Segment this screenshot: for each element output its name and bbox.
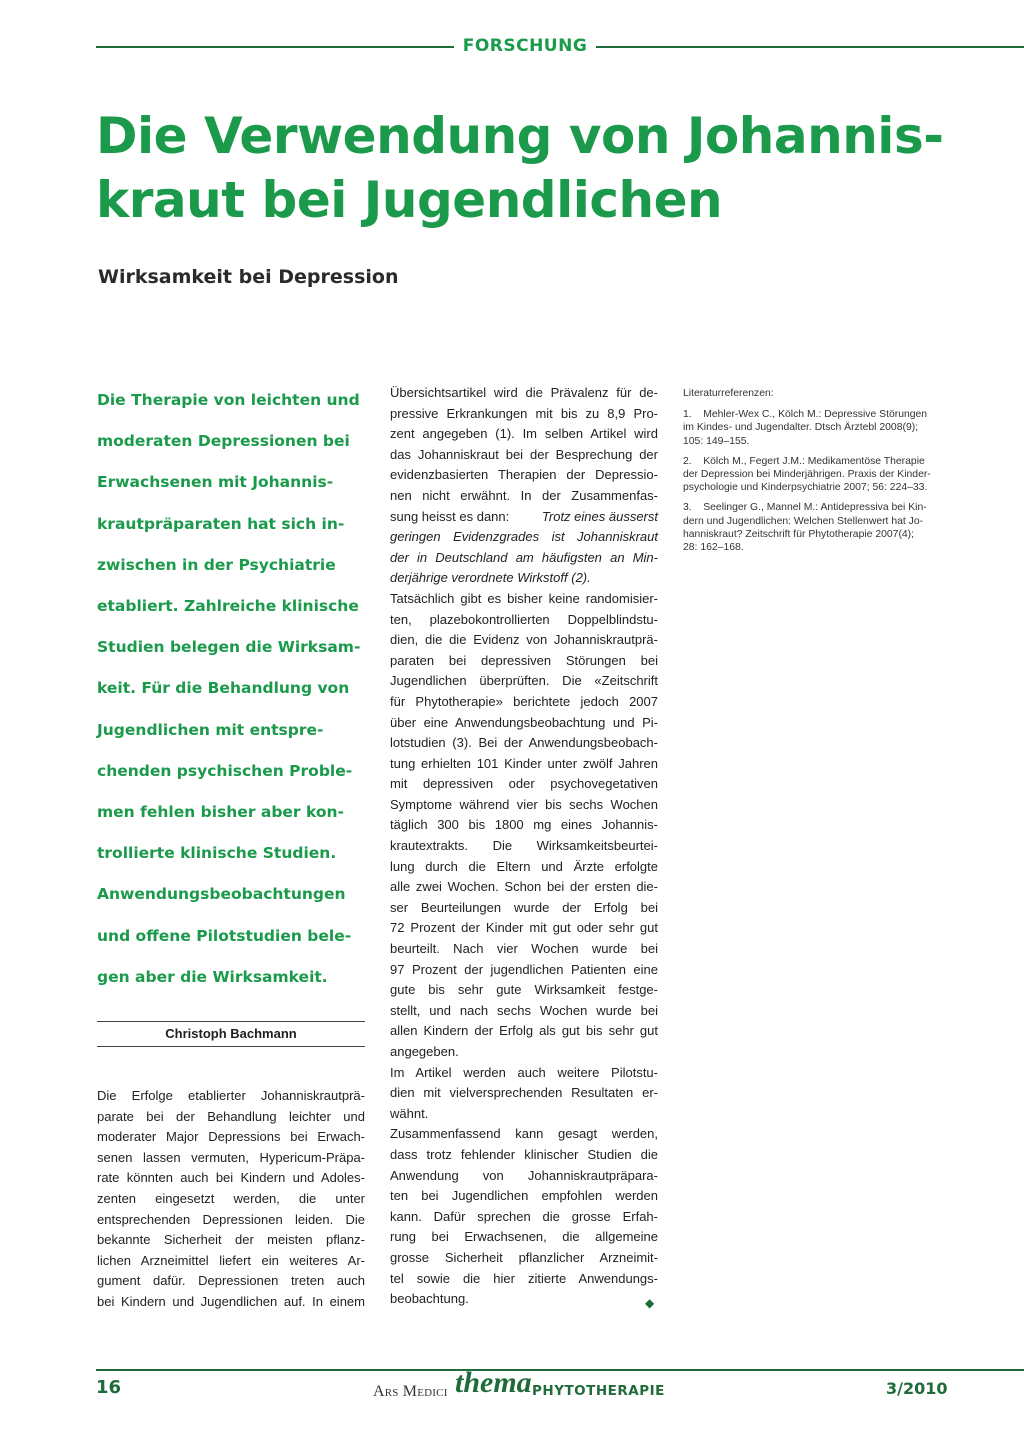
body-line: über eine Anwendungsbeobachtung und Pi- bbox=[390, 714, 658, 730]
quote-line bbox=[390, 568, 658, 589]
body-line: bekannte Sicherheit der meisten pflanz- bbox=[97, 1232, 365, 1248]
body-line: zenten eingesetzt werden, die unter bbox=[97, 1190, 365, 1206]
lead-line: chenden psychischen Proble- bbox=[97, 761, 353, 780]
body-line: tel sowie die hier zitierte Anwendungs- bbox=[390, 1270, 658, 1286]
reference-line: 3. Seelinger G., Mannel M.: Antidepressiva bei Kin- bbox=[683, 502, 927, 514]
quote-line bbox=[390, 548, 658, 569]
body-line: lichen Arzneimittel liefert ein weiteres Ar- bbox=[97, 1252, 365, 1268]
lead-line: Erwachsenen mit Johannis- bbox=[97, 473, 334, 492]
body-line: kann. Dafür sprechen die grosse Erfah- bbox=[390, 1208, 658, 1224]
end-of-article-mark: ◆ bbox=[645, 1296, 655, 1310]
body-line: senen lassen vermuten, Hypericum-Präpa- bbox=[97, 1149, 365, 1165]
footer-rule bbox=[96, 1369, 1024, 1371]
lead-line: Jugendlichen mit entspre- bbox=[97, 720, 324, 739]
body-line: gute bis sehr gute Wirksamkeit festge- bbox=[390, 982, 658, 998]
body-line: Anwendung von Johanniskrautpräpara- bbox=[390, 1167, 658, 1183]
body-line: stellt, und nach sechs Wochen wurde bei bbox=[390, 1002, 658, 1018]
body-line: Symptome während vier bis sechs Wochen bbox=[390, 796, 658, 812]
lead-line: krautpräparaten hat sich in- bbox=[97, 514, 345, 533]
quote-text: derjährige verordnete Wirkstoff (2). bbox=[390, 570, 591, 586]
reference-line: psychologie und Kinderpsychiatrie 2007; 56: 224–33. bbox=[683, 482, 928, 494]
body-line: 97 Prozent der jugendlichen Patienten eine bbox=[390, 961, 658, 977]
body-line: alle zwei Wochen. Schon bei der ersten die- bbox=[390, 879, 658, 895]
body-line-mixed bbox=[390, 507, 658, 528]
lead-line: etabliert. Zahlreiche klinische bbox=[97, 597, 359, 616]
reference-line: 105: 149–155. bbox=[683, 435, 750, 447]
issue-number: 3/2010 bbox=[886, 1379, 948, 1398]
body-column-middle bbox=[390, 383, 658, 1310]
reference-line: im Kindes- und Jugendalter. Dtsch Ärztebl 2008(9); bbox=[683, 422, 919, 434]
body-line: entsprechenden Depressionen leiden. Die bbox=[97, 1211, 365, 1227]
body-line: paraten bei depressiven Störungen bei bbox=[390, 652, 658, 668]
body-line-fragment: sung heisst es dann: bbox=[390, 508, 513, 524]
reference-item bbox=[683, 501, 951, 554]
title-line: kraut bei Jugendlichen bbox=[96, 171, 723, 229]
quote-text: der in Deutschland am häufigsten an Min- bbox=[390, 549, 658, 565]
body-line: das Johanniskraut bei der Besprechung der bbox=[390, 446, 658, 462]
body-line: moderater Major Depressions bei Erwach- bbox=[97, 1129, 365, 1145]
reference-line: dern und Jugendlichen: Welchen Stellenwert hat Jo- bbox=[683, 515, 924, 527]
article-subtitle: Wirksamkeit bei Depression bbox=[98, 266, 399, 288]
header-rule-right bbox=[596, 46, 1024, 48]
references bbox=[683, 387, 951, 561]
body-line: tung erhielten 101 Kinder unter zwölf Jahren bbox=[390, 755, 658, 771]
body-line: mit depressiven oder psychovegetativen bbox=[390, 776, 658, 792]
lead-line: keit. Für die Behandlung von bbox=[97, 679, 350, 698]
body-line: parate bei der Behandlung leichter und bbox=[97, 1108, 365, 1124]
title-line: Die Verwendung von Johannis- bbox=[96, 107, 944, 165]
body-line: pressive Erkrankungen mit bis zu 8,9 Pro- bbox=[390, 405, 658, 421]
article-title bbox=[96, 104, 943, 232]
body-line: dien, die die Evidenz von Johanniskrautprä- bbox=[390, 632, 658, 648]
body-line: rung bei Erwachsenen, die allgemeine bbox=[390, 1229, 658, 1245]
lead-line: zwischen in der Psychiatrie bbox=[97, 555, 336, 574]
footer-section: PHYTOTHERAPIE bbox=[532, 1383, 665, 1399]
body-line: dien mit vielversprechenden Resultaten er- bbox=[390, 1085, 658, 1101]
reference-line: der Depression bei Minderjährigen. Praxis der Kinder- bbox=[683, 469, 931, 481]
lead-line: Die Therapie von leichten und bbox=[97, 391, 360, 409]
body-line: Jugendlichen überprüften. Die «Zeitschrift bbox=[390, 673, 658, 689]
lead-line: gen aber die Wirksamkeit. bbox=[97, 967, 328, 986]
author-byline: Christoph Bachmann bbox=[97, 1021, 365, 1047]
body-line: ser Beurteilungen wurde der Erfolg bei bbox=[390, 899, 658, 915]
body-line: gument dafür. Depressionen treten auch bbox=[97, 1273, 365, 1289]
lead-line: und offene Pilotstudien bele- bbox=[97, 926, 352, 945]
reference-line: 28: 162–168. bbox=[683, 542, 744, 554]
page-number: 16 bbox=[96, 1377, 122, 1398]
body-line: täglich 300 bis 1800 mg eines Johannis- bbox=[390, 817, 658, 833]
body-line: angegeben. bbox=[390, 1044, 459, 1059]
body-line: rate könnten auch bei Kindern und Adoles- bbox=[97, 1170, 365, 1186]
quote-text: geringen Evidenzgrades ist Johanniskraut bbox=[390, 529, 658, 545]
quote-fragment: Trotz eines äusserst bbox=[541, 508, 658, 524]
reference-line: 1. Mehler-Wex C., Kölch M.: Depressive Störungen bbox=[683, 409, 928, 421]
body-line: bei Kindern und Jugendlichen auf. In einem bbox=[97, 1293, 365, 1309]
body-line: krautextrakts. Die Wirksamkeitsbeurtei- bbox=[390, 838, 658, 854]
lead-paragraph bbox=[97, 380, 369, 998]
body-line: wähnt. bbox=[390, 1105, 429, 1121]
body-line: Zusammenfassend kann gesagt werden, bbox=[390, 1126, 658, 1142]
body-line: lotstudien (3). Bei der Anwendungsbeobach- bbox=[390, 735, 658, 751]
body-column-left bbox=[97, 1086, 365, 1313]
body-line: evidenzbasierten Therapien der Depressio- bbox=[390, 467, 658, 483]
body-line: dass trotz fehlender klinischer Studien die bbox=[390, 1146, 658, 1162]
reference-item bbox=[683, 408, 951, 448]
body-line: lung durch die Eltern und Ärzte erfolgte bbox=[390, 858, 658, 874]
lead-line: moderaten Depressionen bei bbox=[97, 432, 350, 451]
lead-line: men fehlen bisher aber kon- bbox=[97, 803, 344, 822]
publication-thema-logo: thema bbox=[455, 1366, 532, 1399]
lead-line: Anwendungsbeobachtungen bbox=[97, 885, 346, 904]
lead-line: Studien belegen die Wirksam- bbox=[97, 638, 361, 657]
reference-line: 2. Kölch M., Fegert J.M.: Medikamentöse Therapie bbox=[683, 455, 925, 467]
body-line: Übersichtsartikel wird die Prävalenz für de- bbox=[390, 385, 658, 400]
body-line: zent angegeben (1). Im selben Artikel wird bbox=[390, 426, 658, 442]
section-label: FORSCHUNG bbox=[462, 36, 588, 56]
body-line: Im Artikel werden auch weitere Pilotstu- bbox=[390, 1064, 658, 1080]
body-line: ten bei Jugendlichen empfohlen werden bbox=[390, 1188, 658, 1204]
reference-line: hanniskraut? Zeitschrift für Phytotherapie 2007(4); bbox=[683, 528, 915, 540]
body-line: grosse Sicherheit pflanzlicher Arzneimit- bbox=[390, 1249, 658, 1265]
lead-line: trollierte klinische Studien. bbox=[97, 844, 337, 863]
header-rule-left bbox=[96, 46, 454, 48]
body-line: nen nicht erwähnt. In der Zusammenfas- bbox=[390, 487, 658, 503]
quote-line bbox=[390, 527, 658, 548]
body-line: 72 Prozent der Kinder mit gut oder sehr gut bbox=[390, 920, 658, 936]
references-heading: Literaturreferenzen: bbox=[683, 388, 774, 399]
reference-item bbox=[683, 455, 951, 495]
body-line: Tatsächlich gibt es bisher keine randomisier- bbox=[390, 590, 658, 606]
body-line: ten, plazebokontrollierten Doppelblindstu- bbox=[390, 611, 658, 627]
body-line: beobachtung. bbox=[390, 1291, 469, 1307]
body-line: Die Erfolge etablierter Johanniskrautprä- bbox=[97, 1088, 365, 1103]
body-line: für Phytotherapie» berichtete jedoch 2007 bbox=[390, 693, 658, 709]
body-line: allen Kindern der Erfolg als gut bis sehr gut bbox=[390, 1023, 658, 1039]
body-line: beurteilt. Nach vier Wochen wurde bei bbox=[390, 941, 658, 957]
publication-logo: Ars Medici bbox=[373, 1383, 448, 1400]
